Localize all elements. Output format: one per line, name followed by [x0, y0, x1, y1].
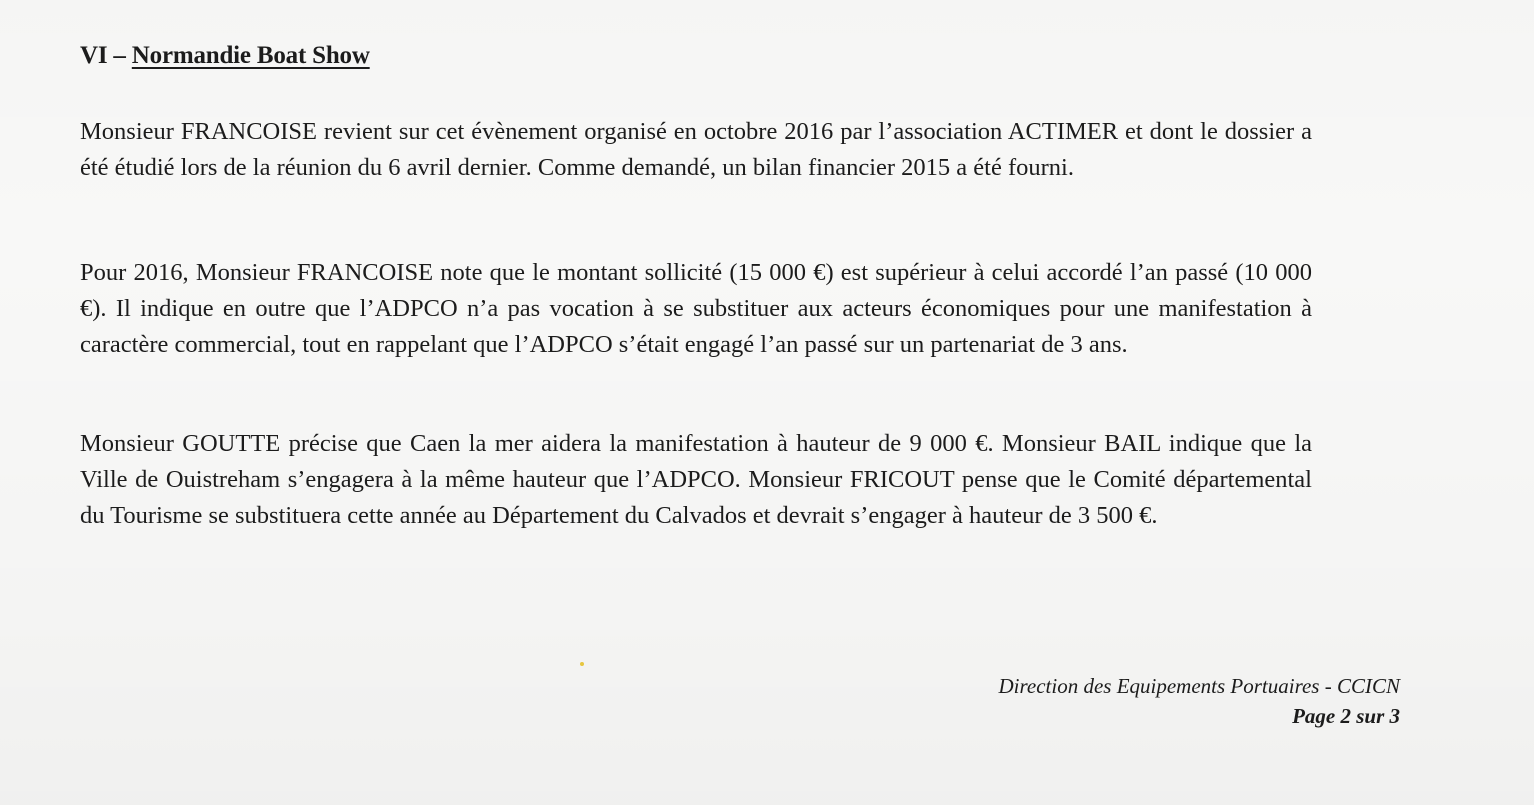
footer-department: Direction des Equipements Portuaires - CCICN	[998, 674, 1400, 698]
footer-page-number: Page 2 sur 3	[1292, 704, 1400, 728]
paragraph-financements: Monsieur GOUTTE précise que Caen la mer aidera la manifestation à hauteur de 9 000 €. Monsieur BAIL indique que la Ville de Ouistreham s’engagera à la même hauteur que l’ADPCO. Monsieur FRICOUT pense que le Comité départemental du Tourisme se substituera cette année au Département du Calvados et devrait s’engager à hauteur de 3 500 €.	[80, 430, 1312, 529]
section-number: VI –	[80, 42, 126, 69]
paragraph-montant: Pour 2016, Monsieur FRANCOISE note que le montant sollicité (15 000 €) est supérieur à celui accordé l’an passé (10 000 €). Il indique en outre que l’ADPCO n’a pas vocation à se substituer aux acteurs économiques pour une manifestation à caractère commercial, tout en rappelant que l’ADPCO s’était engagé l’an passé sur un partenariat de 3 ans.	[80, 259, 1312, 358]
section-heading	[80, 42, 370, 70]
paper-speck	[580, 662, 584, 666]
paragraph-bilan: Monsieur FRANCOISE revient sur cet évènement organisé en octobre 2016 par l’association ACTIMER et dont le dossier a été étudié lors de la réunion du 6 avril dernier. Comme demandé, un bilan financier 2015 a été fourni.	[80, 118, 1312, 181]
section-title: Normandie Boat Show	[131, 42, 370, 69]
